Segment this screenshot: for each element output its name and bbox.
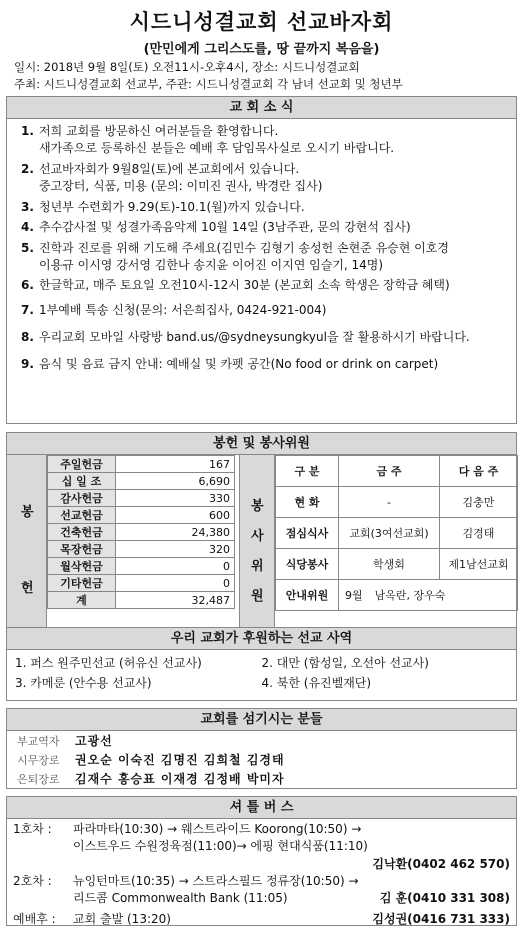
page-title: 시드니성결교회 선교바자회: [129, 10, 394, 34]
volunteer-row: [276, 549, 518, 580]
offering-row: [48, 524, 235, 541]
offering-label-bottom: 헌: [21, 581, 34, 596]
notice-number: 5.: [21, 241, 34, 255]
shuttle-label: 2호차 :: [13, 874, 52, 888]
notice-item: [21, 277, 508, 294]
offering-row: [48, 541, 235, 558]
volunteer-label-char: 원: [251, 589, 264, 604]
offering-label: [7, 455, 47, 642]
shuttle-route-line: 파라마타(10:30) → 웨스트라이드 Koorong(10:50) →: [73, 822, 362, 836]
shuttle-after-service: [7, 911, 516, 928]
offering-amount: 600: [116, 507, 235, 524]
leader-role: 부교역자: [17, 735, 60, 748]
volunteer-row: [276, 487, 518, 518]
notices-section: [6, 96, 517, 424]
offering-name: 십 일 조: [48, 473, 116, 490]
volunteer-cell: 학생회: [339, 549, 440, 580]
volunteer-label-char: 사: [251, 529, 264, 544]
offering-row: [48, 507, 235, 524]
shuttle-heading: 셔 틀 버 스: [7, 797, 516, 819]
notice-item: [21, 240, 508, 274]
notice-number: 7.: [21, 303, 34, 317]
notice-text: 우리교회 모바일 사랑방 band.us/@sydneysungkyul을 잘 활용하시기 바랍니다.: [39, 330, 470, 344]
leader-names: 고광선: [75, 734, 113, 748]
offering-table: [47, 455, 235, 609]
notice-text: 새가족으로 등록하신 분들은 예배 후 담임목사실로 오시기 바랍니다.: [39, 141, 395, 155]
notice-text: 이용규 이시영 강서영 김한나 송지윤 이어진 이지연 임슬기, 14명): [39, 258, 384, 272]
leader-role: 은퇴장로: [17, 773, 60, 786]
offering-amount: 320: [116, 541, 235, 558]
notice-text: 추수감사절 및 성결가족음악제 10월 14일 (3남주관, 문의 강현석 집사): [39, 220, 411, 234]
notice-number: 4.: [21, 220, 34, 234]
offering-row: [48, 490, 235, 507]
offering-amount: 167: [116, 456, 235, 473]
organizer-line: 주최: 시드니성결교회 선교부, 주관: 시드니성결교회 각 남녀 선교회 및 청년부: [14, 77, 403, 91]
volunteer-table: [275, 455, 518, 611]
volunteer-row: [276, 518, 518, 549]
offering-row: [48, 558, 235, 575]
mission-item: 2. 대만 (함성일, 오선아 선교사): [261, 656, 429, 670]
offering-name: 감사헌금: [48, 490, 116, 507]
notice-text: 1부예배 특송 신청(문의: 서은희집사, 0424-921-004): [39, 303, 327, 317]
mission-heading: 우리 교회가 후원하는 선교 사역: [7, 628, 516, 650]
volunteer-header-cell: 다 음 주: [439, 456, 517, 487]
mission-item: 1. 퍼스 원주민선교 (허유신 선교사): [15, 656, 202, 670]
notice-text: 청년부 수련회가 9.29(토)-10.1(월)까지 있습니다.: [39, 200, 305, 214]
notice-text: 선교바자회가 9월8일(토)에 본교회에서 있습니다.: [39, 162, 300, 176]
notice-number: 8.: [21, 330, 34, 344]
shuttle-contact: 김낙환(0402 462 570): [372, 857, 510, 871]
leader-role: 시무장로: [17, 754, 60, 767]
leader-row: [7, 770, 516, 789]
notice-item: [21, 123, 508, 157]
offering-amount: 0: [116, 575, 235, 592]
volunteer-label-char: 봉: [251, 499, 264, 514]
volunteer-cell: 교회(3여선교회): [339, 518, 440, 549]
shuttle-label: 예배후 :: [13, 912, 56, 926]
offering-row: [48, 575, 235, 592]
shuttle-contact: 김성권(0416 731 333): [372, 912, 510, 926]
volunteer-cell: 점심식사: [276, 518, 339, 549]
guide-row: [276, 580, 518, 611]
shuttle-section: [6, 796, 517, 926]
offering-name: 건축헌금: [48, 524, 116, 541]
shuttle-route-1: [7, 821, 516, 855]
notice-text: 진학과 진로를 위해 기도해 주세요(김민수 김형기 송성헌 손현준 유승현 이호경: [39, 241, 449, 255]
shuttle-route-line: 이스트우드 수원정육점(11:00)→ 에핑 현대식품(11:10): [73, 839, 368, 853]
notice-item: [21, 219, 508, 236]
notice-number: 9.: [21, 357, 34, 371]
notice-item: [21, 302, 508, 319]
notice-text: 음식 및 음료 금지 안내: 예배실 및 카펫 공간(No food or drink on carpet): [39, 357, 439, 371]
volunteer-cell: 김충만: [439, 487, 517, 518]
notice-number: 6.: [21, 278, 34, 292]
offering-name: 기타헌금: [48, 575, 116, 592]
offering-name: 선교헌금: [48, 507, 116, 524]
volunteer-cell: 제1남선교회: [439, 549, 517, 580]
offering-label-top: 봉: [21, 505, 34, 520]
volunteer-cell: 식당봉사: [276, 549, 339, 580]
shuttle-route-line: 교회 출발 (13:20): [73, 912, 171, 926]
offering-name: 계: [48, 592, 116, 609]
notice-text: 한글학교, 매주 토요일 오전10시-12시 30분 (본교회 소속 학생은 장학금 혜택): [39, 278, 450, 292]
offering-amount: 330: [116, 490, 235, 507]
offering-amount: 24,380: [116, 524, 235, 541]
notice-item: [21, 356, 508, 373]
event-info-line: 일시: 2018년 9월 8일(토) 오전11시-오후4시, 장소: 시드니성결교회: [14, 60, 360, 74]
mission-section: [6, 627, 517, 701]
bulletin-header: [0, 0, 523, 91]
leader-row: [7, 751, 516, 770]
volunteer-cell: 김경태: [439, 518, 517, 549]
shuttle-route-line: 리드콤 Commonwealth Bank (11:05): [73, 891, 288, 905]
shuttle-route-2: [7, 873, 516, 907]
volunteer-header-row: [276, 456, 518, 487]
notice-number: 2.: [21, 162, 34, 176]
guide-names: 남옥란, 장우숙: [374, 589, 446, 602]
notice-item: [21, 329, 508, 346]
offering-amount: 0: [116, 558, 235, 575]
volunteer-label: [239, 455, 275, 642]
offering-row: [48, 592, 235, 609]
guide-label: 안내위원: [276, 580, 339, 611]
leader-row: [7, 732, 516, 751]
shuttle-contact: 김 훈(0410 331 308): [379, 891, 510, 905]
offering-section: [6, 432, 517, 643]
offering-row: [48, 473, 235, 490]
offering-heading: 봉헌 및 봉사위원: [7, 433, 516, 455]
notice-number: 1.: [21, 124, 34, 138]
page-subtitle: (만민에게 그리스도를, 땅 끝까지 복음을): [143, 42, 380, 57]
notice-item: [21, 199, 508, 216]
volunteer-cell: -: [339, 487, 440, 518]
leader-names: 김재수 홍승표 이재경 김정배 박미자: [75, 772, 285, 786]
offering-amount: 6,690: [116, 473, 235, 490]
volunteer-cell: 현 화: [276, 487, 339, 518]
offering-row: [48, 456, 235, 473]
notice-number: 3.: [21, 200, 34, 214]
notice-item: [21, 161, 508, 195]
offering-name: 월삭헌금: [48, 558, 116, 575]
offering-name: 주일헌금: [48, 456, 116, 473]
notice-text: 저희 교회를 방문하신 여러분들을 환영합니다.: [39, 124, 279, 138]
offering-name: 목장헌금: [48, 541, 116, 558]
notices-heading: 교 회 소 식: [7, 97, 516, 119]
guide-value: [339, 580, 518, 611]
leaders-section: [6, 708, 517, 789]
notice-list: [7, 119, 516, 373]
leader-names: 권오순 이숙진 김명진 김희철 김경태: [75, 753, 285, 767]
volunteer-label-char: 위: [251, 559, 264, 574]
notice-text: 중고장터, 식품, 미용 (문의: 이미진 권사, 박경란 집사): [39, 179, 323, 193]
mission-item: 3. 카메룬 (안수용 선교사): [15, 676, 152, 690]
mission-item: 4. 북한 (유진벨재단): [261, 676, 372, 690]
volunteer-header-cell: 구 분: [276, 456, 339, 487]
shuttle-label: 1호차 :: [13, 822, 52, 836]
leaders-heading: 교회를 섬기시는 분들: [7, 709, 516, 731]
guide-month: 9월: [345, 589, 363, 602]
offering-amount: 32,487: [116, 592, 235, 609]
volunteer-header-cell: 금 주: [339, 456, 440, 487]
shuttle-route-line: 뉴잉턴마트(10:35) → 스트라스필드 정류장(10:50) →: [73, 874, 359, 888]
